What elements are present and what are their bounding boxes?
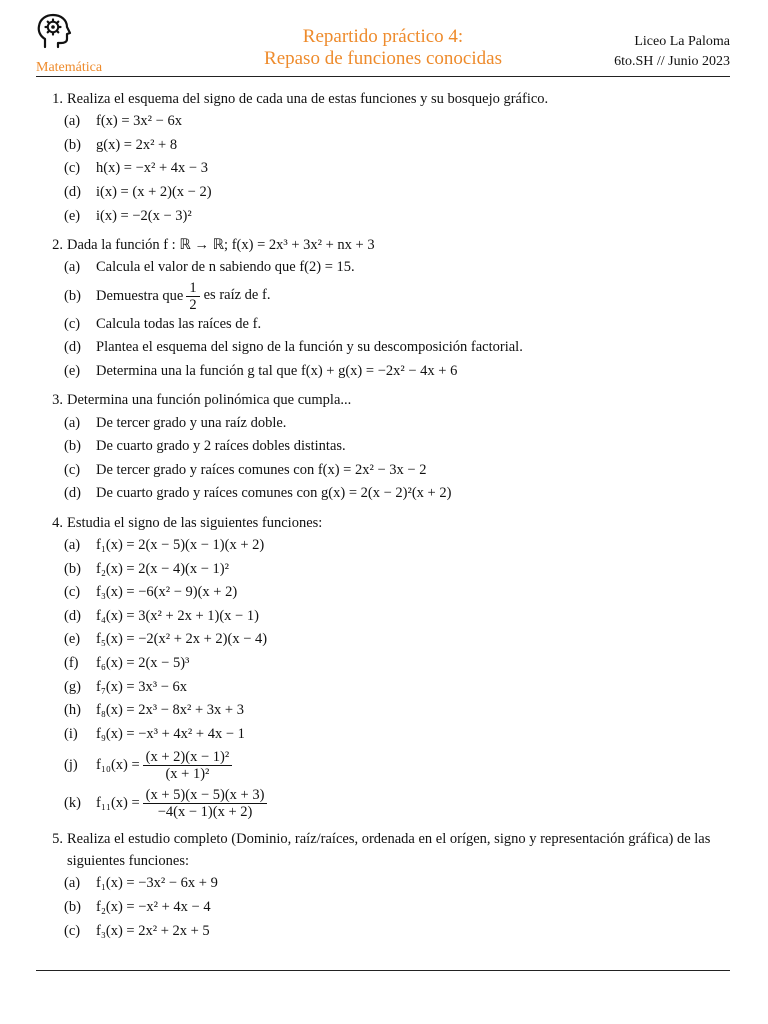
question-heading bbox=[36, 828, 730, 872]
item-text: f₃(x) = −6(x² − 9)(x + 2) bbox=[96, 584, 238, 601]
list-item bbox=[64, 482, 730, 506]
item-label: (c) bbox=[64, 922, 81, 939]
question-4 bbox=[36, 512, 730, 822]
question-heading bbox=[36, 512, 730, 534]
item-label: (c) bbox=[64, 160, 81, 177]
list-item bbox=[64, 605, 730, 629]
footer-divider bbox=[36, 970, 730, 971]
list-item bbox=[64, 784, 730, 822]
item-text: De cuarto grado y 2 raíces dobles distintas. bbox=[96, 438, 346, 455]
list-item bbox=[64, 360, 730, 384]
list-item bbox=[64, 435, 730, 459]
item-label: (b) bbox=[64, 898, 81, 915]
item-label: (e) bbox=[64, 631, 81, 648]
list-item bbox=[64, 181, 730, 205]
question-heading bbox=[36, 234, 730, 256]
item-label: (c) bbox=[64, 461, 81, 478]
question-3 bbox=[36, 389, 730, 505]
item-text: f₁(x) = 2(x − 5)(x − 1)(x + 2) bbox=[96, 537, 265, 554]
item-text: f₇(x) = 3x³ − 6x bbox=[96, 678, 187, 695]
item-text: De tercer grado y raíces comunes con f(x) = 2x² − 3x − 2 bbox=[96, 461, 427, 478]
item-label: (a) bbox=[64, 259, 81, 276]
item-label: (d) bbox=[64, 607, 81, 624]
item-text: h(x) = −x² + 4x − 3 bbox=[96, 160, 208, 177]
item-text: f(x) = 3x² − 6x bbox=[96, 113, 182, 130]
question-statement: Realiza el esquema del signo de cada una de estas funciones y su bosquejo gráfico. bbox=[67, 91, 549, 107]
title-line-2: Repaso de funciones conocidas bbox=[264, 48, 502, 69]
item-label: (d) bbox=[64, 485, 81, 502]
subject-label: Matemática bbox=[36, 60, 103, 75]
item-text: f₅(x) = −2(x² + 2x + 2)(x − 4) bbox=[96, 631, 268, 648]
question-number: 3. bbox=[52, 392, 63, 409]
item-label: (a) bbox=[64, 537, 81, 554]
question-statement: Realiza el estudio completo (Dominio, raíz/raíces, ordenada en el orígen, signo y representación gráfica) de las siguientes funciones: bbox=[67, 831, 711, 870]
item-label: (d) bbox=[64, 184, 81, 201]
item-text: f₈(x) = 2x³ − 8x² + 3x + 3 bbox=[96, 702, 244, 719]
list-item bbox=[64, 459, 730, 483]
item-text: i(x) = (x + 2)(x − 2) bbox=[96, 184, 212, 201]
item-label: (e) bbox=[64, 207, 81, 224]
fraction-denominator: 2 bbox=[189, 296, 197, 313]
item-label: (c) bbox=[64, 315, 81, 332]
list-item bbox=[64, 280, 730, 313]
fraction-numerator: 1 bbox=[186, 280, 199, 297]
fraction bbox=[143, 749, 233, 782]
item-label: (b) bbox=[64, 438, 81, 455]
question-2 bbox=[36, 234, 730, 383]
list-item bbox=[64, 534, 730, 558]
school-name: Liceo La Paloma bbox=[634, 34, 730, 49]
item-label: (j) bbox=[64, 756, 78, 773]
question-1 bbox=[36, 88, 730, 228]
item-text: Calcula el valor de n sabiendo que f(2) = 15. bbox=[96, 259, 355, 276]
group-date: 6to.SH // Junio 2023 bbox=[614, 54, 730, 69]
list-item bbox=[64, 652, 730, 676]
item-label: (h) bbox=[64, 702, 81, 719]
question-heading bbox=[36, 88, 730, 110]
item-label: (b) bbox=[64, 560, 81, 577]
item-text: f₉(x) = −x³ + 4x² + 4x − 1 bbox=[96, 725, 245, 742]
question-number: 2. bbox=[52, 236, 63, 253]
list-item bbox=[64, 746, 730, 784]
item-text: i(x) = −2(x − 3)² bbox=[96, 207, 192, 224]
item-text: De tercer grado y una raíz doble. bbox=[96, 414, 287, 431]
fraction-denominator: (x + 1)² bbox=[165, 765, 210, 782]
fraction-numerator: (x + 2)(x − 1)² bbox=[143, 749, 233, 766]
item-text: f₂(x) = −x² + 4x − 4 bbox=[96, 898, 211, 915]
list-item bbox=[64, 628, 730, 652]
title-line-1: Repartido práctico 4: bbox=[302, 26, 464, 47]
list-item bbox=[64, 581, 730, 605]
list-item bbox=[64, 313, 730, 337]
item-label: (d) bbox=[64, 339, 81, 356]
item-label: (e) bbox=[64, 363, 81, 380]
question-statement: Dada la función f : ℝ → ℝ; f(x) = 2x³ + 3x² + nx + 3 bbox=[67, 236, 375, 253]
item-text-pre: Demuestra que bbox=[96, 287, 184, 304]
fraction-denominator: −4(x − 1)(x + 2) bbox=[157, 803, 253, 820]
item-text-pre: f₁₁(x) = bbox=[96, 794, 140, 811]
item-text: Determina una la función g tal que f(x) + g(x) = −2x² − 4x + 6 bbox=[96, 363, 458, 380]
item-text bbox=[96, 749, 730, 782]
item-text: f₂(x) = 2(x − 4)(x − 1)² bbox=[96, 560, 229, 577]
item-label: (c) bbox=[64, 584, 81, 601]
item-label: (f) bbox=[64, 654, 79, 671]
item-text: f₃(x) = 2x² + 2x + 5 bbox=[96, 922, 210, 939]
item-label: (i) bbox=[64, 725, 78, 742]
question-number: 1. bbox=[52, 91, 63, 107]
item-label: (b) bbox=[64, 136, 81, 153]
question-statement: Estudia el signo de las siguientes funciones: bbox=[67, 514, 323, 531]
question-5 bbox=[36, 828, 730, 943]
list-item bbox=[64, 336, 730, 360]
list-item bbox=[64, 411, 730, 435]
item-text: f₄(x) = 3(x² + 2x + 1)(x − 1) bbox=[96, 607, 259, 624]
list-item bbox=[64, 157, 730, 181]
fraction-numerator: (x + 5)(x − 5)(x + 3) bbox=[143, 787, 268, 804]
header-divider bbox=[36, 76, 730, 77]
question-number: 4. bbox=[52, 514, 63, 531]
item-label: (g) bbox=[64, 678, 81, 695]
item-text: f₁(x) = −3x² − 6x + 9 bbox=[96, 875, 218, 892]
item-label: (a) bbox=[64, 414, 81, 431]
item-text bbox=[96, 280, 730, 313]
item-text: Calcula todas las raíces de f. bbox=[96, 315, 262, 332]
item-text-pre: f₁₀(x) = bbox=[96, 756, 140, 773]
question-number: 5. bbox=[52, 831, 63, 848]
list-item bbox=[64, 675, 730, 699]
item-text: De cuarto grado y raíces comunes con g(x) = 2(x − 2)²(x + 2) bbox=[96, 485, 452, 502]
list-item bbox=[64, 722, 730, 746]
question-heading bbox=[36, 389, 730, 411]
fraction bbox=[186, 280, 199, 313]
item-label: (a) bbox=[64, 875, 81, 892]
list-item bbox=[64, 134, 730, 158]
list-item bbox=[64, 919, 730, 943]
school-info bbox=[614, 32, 730, 72]
item-text: f₆(x) = 2(x − 5)³ bbox=[96, 654, 190, 671]
exercise-list bbox=[36, 88, 730, 949]
list-item bbox=[64, 699, 730, 723]
item-text bbox=[96, 787, 730, 820]
item-label: (k) bbox=[64, 794, 81, 811]
question-statement: Determina una función polinómica que cumpla... bbox=[67, 392, 352, 409]
item-label: (a) bbox=[64, 113, 81, 130]
fraction bbox=[143, 787, 268, 820]
item-label: (b) bbox=[64, 287, 81, 304]
item-text: g(x) = 2x² + 8 bbox=[96, 136, 178, 153]
page-header bbox=[36, 10, 730, 74]
list-item bbox=[64, 256, 730, 280]
list-item bbox=[64, 557, 730, 581]
list-item bbox=[64, 204, 730, 228]
item-text: Plantea el esquema del signo de la función y su descomposición factorial. bbox=[96, 339, 523, 356]
item-text-post: es raíz de f. bbox=[203, 287, 271, 304]
list-item bbox=[64, 896, 730, 920]
list-item bbox=[64, 872, 730, 896]
list-item bbox=[64, 110, 730, 134]
